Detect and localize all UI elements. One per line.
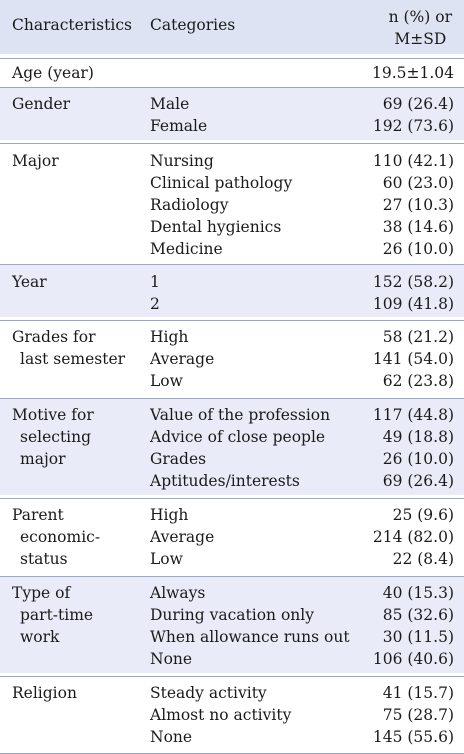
row-values	[373, 504, 454, 570]
row-label	[12, 271, 47, 293]
category-cell: Dental hygienics	[150, 218, 282, 236]
table-row	[0, 498, 464, 573]
value-cell: 40 (15.3)	[382, 584, 454, 602]
row-divider	[0, 87, 464, 88]
category-cell: Average	[150, 528, 215, 546]
value-cell: 117 (44.8)	[372, 406, 454, 424]
value-cell: 109 (41.8)	[372, 295, 454, 313]
value-cell: 110 (42.1)	[372, 152, 454, 170]
row-label	[12, 682, 77, 704]
row-divider	[0, 576, 464, 577]
value-cell: 22 (8.4)	[392, 550, 454, 568]
category-cell: Value of the profession	[150, 406, 331, 424]
row-label-line: economic-	[20, 528, 101, 546]
table-row	[0, 576, 464, 673]
row-values	[373, 582, 454, 670]
row-divider	[0, 264, 464, 265]
row-label-line: Year	[12, 273, 47, 291]
value-cell: 49 (18.8)	[382, 428, 454, 446]
header-values-line2: M±SD	[394, 30, 447, 48]
category-cell: 2	[150, 295, 160, 313]
value-cell: 60 (23.0)	[382, 174, 454, 192]
table-row	[0, 264, 464, 317]
row-divider	[0, 58, 464, 59]
row-label	[12, 326, 125, 370]
row-categories	[150, 582, 350, 670]
row-label-line: Grades for	[12, 328, 96, 346]
row-categories	[150, 62, 155, 84]
row-categories	[150, 93, 207, 137]
table-row	[0, 58, 464, 87]
row-label	[12, 582, 93, 648]
value-cell: 26 (10.0)	[382, 240, 454, 258]
row-label-line: part-time	[20, 606, 94, 624]
table-row	[0, 320, 464, 395]
row-divider	[0, 398, 464, 399]
value-cell: 69 (26.4)	[382, 95, 454, 113]
row-label-line: Type of	[12, 584, 71, 602]
row-divider	[0, 143, 464, 144]
value-cell: 192 (73.6)	[372, 117, 454, 135]
table-header	[0, 0, 464, 54]
row-label-line: Parent	[12, 506, 64, 524]
category-cell: Steady activity	[150, 684, 267, 702]
table-row	[0, 87, 464, 140]
category-cell: Advice of close people	[150, 428, 326, 446]
value-cell: 27 (10.3)	[382, 196, 454, 214]
row-label-line: Motive for	[12, 406, 94, 424]
category-cell: During vacation only	[150, 606, 314, 624]
category-cell: Grades	[150, 450, 207, 468]
value-cell: 19.5±1.04	[371, 64, 454, 82]
category-cell: High	[150, 328, 189, 346]
row-categories	[150, 326, 214, 392]
header-values	[389, 6, 452, 50]
value-cell: 26 (10.0)	[382, 450, 454, 468]
row-label-line: Gender	[12, 95, 71, 113]
row-label	[12, 62, 94, 84]
category-cell: 1	[150, 273, 160, 291]
row-label-line: selecting	[20, 428, 92, 446]
row-categories	[150, 682, 291, 748]
category-cell: Almost no activity	[150, 706, 292, 724]
row-label-line: Age (year)	[12, 64, 94, 82]
table-row	[0, 143, 464, 261]
value-cell: 41 (15.7)	[382, 684, 454, 702]
row-values	[373, 271, 454, 315]
category-cell	[150, 62, 155, 84]
row-label	[12, 504, 100, 570]
value-cell: 152 (58.2)	[372, 273, 454, 291]
row-label-line: Religion	[12, 684, 77, 702]
category-cell: None	[150, 650, 193, 668]
value-cell: 214 (82.0)	[372, 528, 454, 546]
row-categories	[150, 271, 160, 315]
row-label-line: last semester	[20, 350, 126, 368]
row-values	[373, 326, 454, 392]
category-cell: Aptitudes/interests	[150, 472, 300, 490]
row-values	[373, 682, 454, 748]
value-cell: 58 (21.2)	[382, 328, 454, 346]
category-cell: Medicine	[150, 240, 223, 258]
category-cell: Always	[150, 584, 206, 602]
row-values	[373, 150, 454, 260]
row-categories	[150, 150, 292, 260]
value-cell: 145 (55.6)	[372, 728, 454, 746]
table-row	[0, 398, 464, 495]
value-cell: 75 (28.7)	[382, 706, 454, 724]
value-cell: 69 (26.4)	[382, 472, 454, 490]
value-cell: 141 (54.0)	[372, 350, 454, 368]
row-divider	[0, 320, 464, 321]
row-label-line: major	[20, 450, 66, 468]
row-label	[12, 150, 59, 172]
header-values-line1: n (%) or	[388, 8, 452, 26]
category-cell: Female	[150, 117, 208, 135]
header-characteristics: Characteristics	[12, 16, 132, 34]
row-divider	[0, 498, 464, 499]
value-cell: 62 (23.8)	[382, 372, 454, 390]
row-values	[372, 62, 454, 84]
category-cell: Average	[150, 350, 215, 368]
category-cell: High	[150, 506, 189, 524]
row-divider	[0, 676, 464, 677]
category-cell: Low	[150, 550, 183, 568]
category-cell: Low	[150, 372, 183, 390]
table-row	[0, 676, 464, 754]
row-values	[373, 93, 454, 137]
row-values	[373, 404, 454, 492]
category-cell: When allowance runs out	[150, 628, 350, 646]
value-cell: 25 (9.6)	[392, 506, 454, 524]
row-label-line: status	[20, 550, 68, 568]
category-cell: None	[150, 728, 193, 746]
row-label-line: work	[20, 628, 60, 646]
value-cell: 85 (32.6)	[382, 606, 454, 624]
category-cell: Clinical pathology	[150, 174, 293, 192]
row-label-line: Major	[12, 152, 59, 170]
value-cell: 106 (40.6)	[372, 650, 454, 668]
category-cell: Male	[150, 95, 190, 113]
category-cell: Nursing	[150, 152, 214, 170]
header-categories: Categories	[150, 16, 236, 34]
row-categories	[150, 504, 214, 570]
value-cell: 38 (14.6)	[382, 218, 454, 236]
row-label	[12, 93, 70, 115]
row-label	[12, 404, 94, 470]
row-categories	[150, 404, 330, 492]
category-cell: Radiology	[150, 196, 229, 214]
value-cell: 30 (11.5)	[382, 628, 454, 646]
